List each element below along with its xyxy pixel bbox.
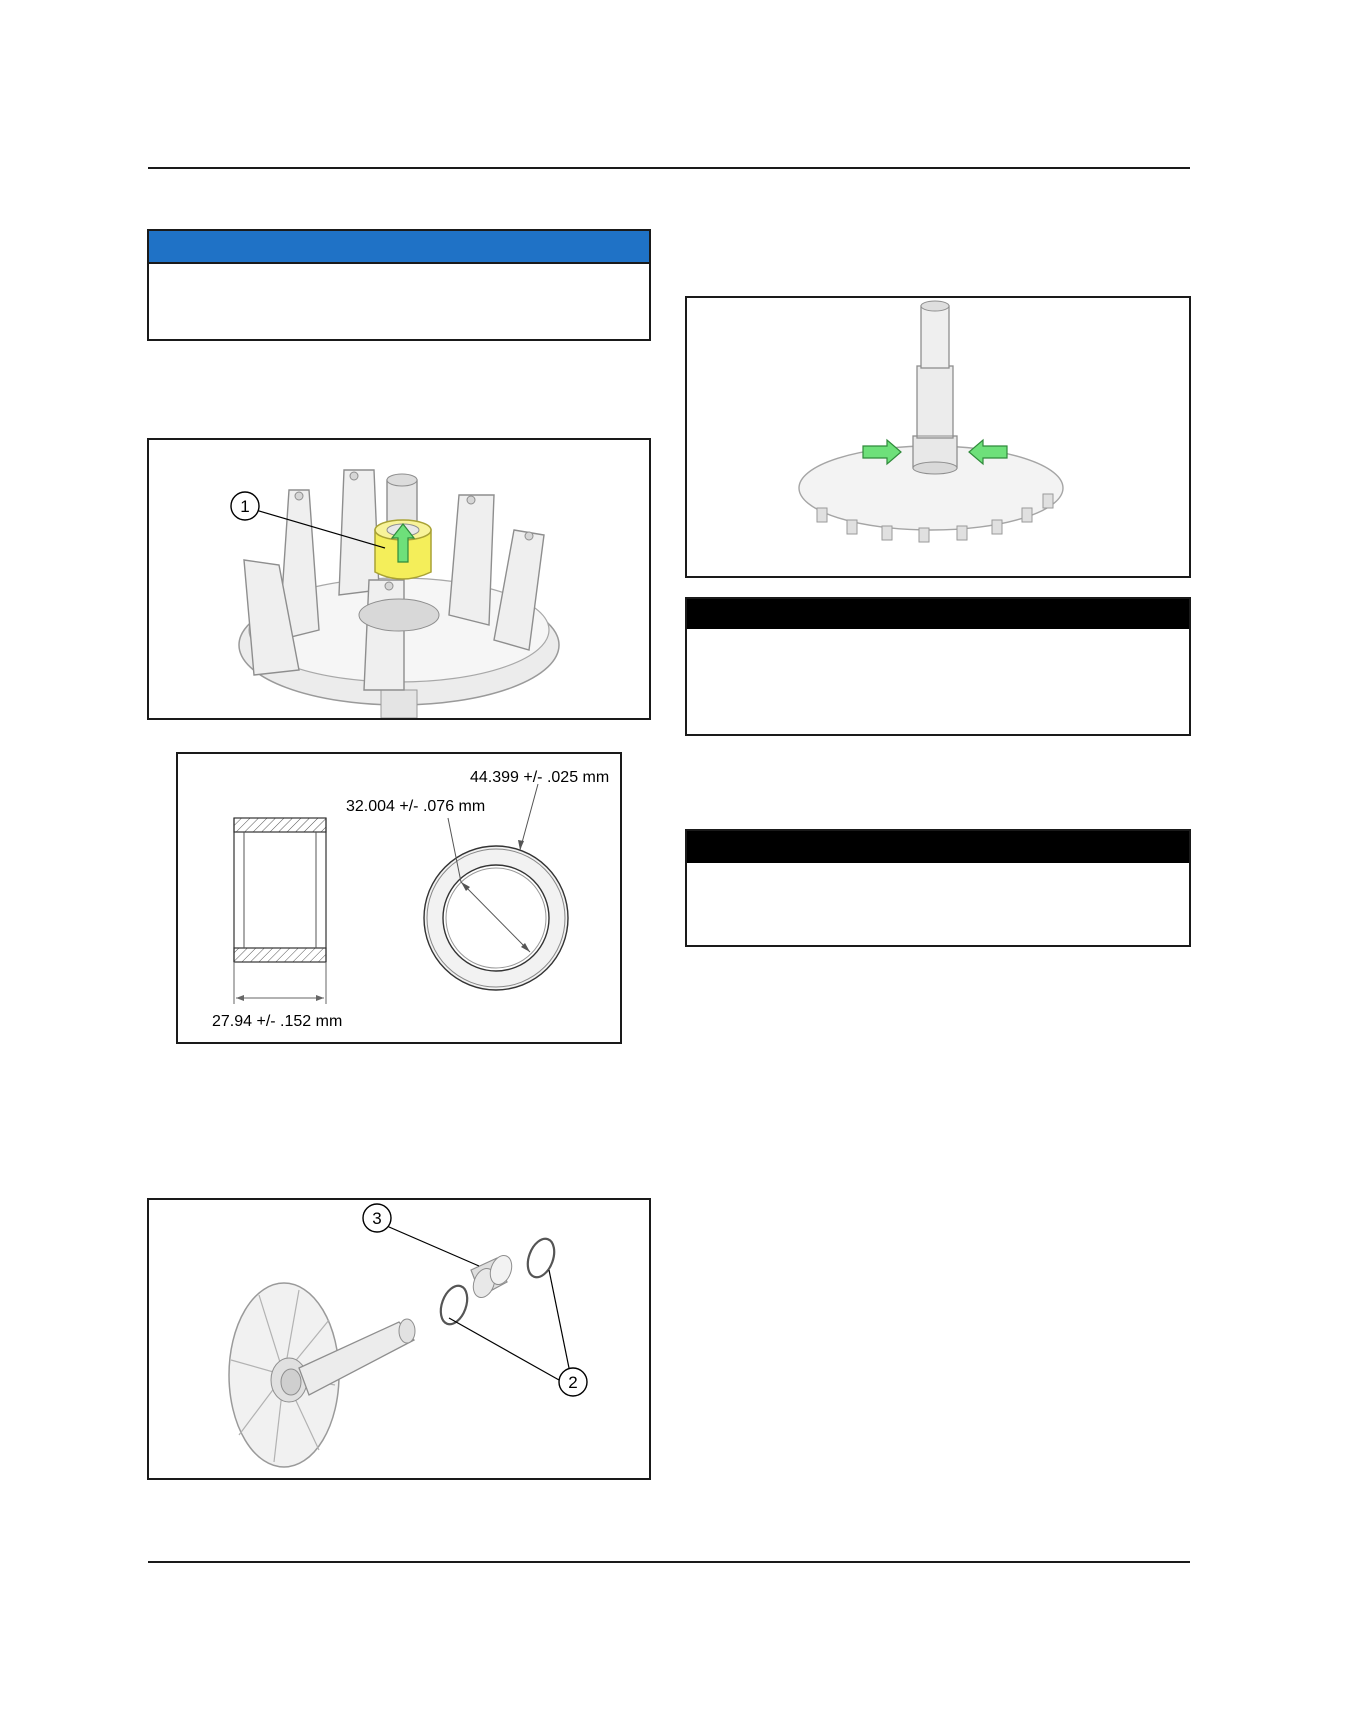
outer-diameter-label: 44.399 +/- .025 mm <box>470 769 610 786</box>
bushing-dimension-drawing <box>178 754 620 1042</box>
width-dimension-label: 27.94 +/- .152 mm <box>212 1013 343 1030</box>
inner-diameter-label: 32.004 +/- .076 mm <box>346 798 486 815</box>
caution-header-bar-2 <box>687 831 1189 863</box>
bottom-rule <box>148 1561 1190 1563</box>
caution-header-bar-1 <box>687 599 1189 629</box>
callout-label-2: 2 <box>568 1373 578 1392</box>
figure-shaft-exploded <box>147 1198 651 1480</box>
shaft-install-illustration <box>687 298 1189 576</box>
callout-label-1: 1 <box>240 497 250 516</box>
notice-box <box>147 229 651 341</box>
figure-bushing-dimensions <box>176 752 622 1044</box>
caution-box-1 <box>685 597 1191 736</box>
figure-bushing-removal <box>147 438 651 720</box>
clutch-assembly-illustration <box>149 440 649 718</box>
notice-header-bar <box>149 231 649 264</box>
figure-shaft-install <box>685 296 1191 578</box>
caution-box-2 <box>685 829 1191 947</box>
callout-label-3: 3 <box>372 1209 382 1228</box>
top-rule <box>148 167 1190 169</box>
shaft-exploded-illustration <box>149 1200 649 1478</box>
